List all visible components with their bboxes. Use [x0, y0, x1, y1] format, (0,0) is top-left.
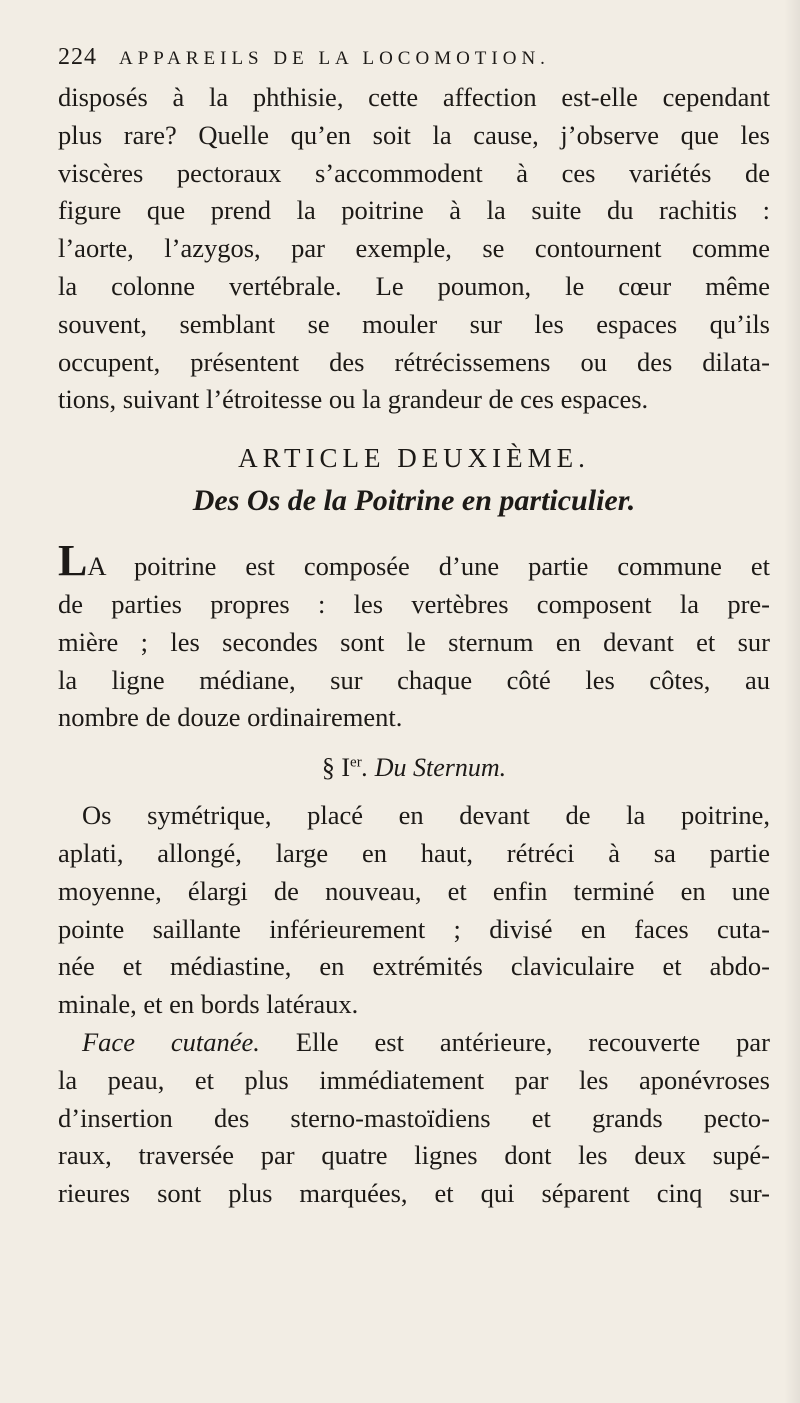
text-line: viscères pectoraux s’accommodent à ces variétés de [58, 157, 770, 188]
text-line: d’insertion des sterno-mastoïdiens et grands pecto- [58, 1102, 770, 1133]
paragraph-sternum [58, 797, 770, 1024]
text-line: l’aorte, l’azygos, par exemple, se contournent comme [58, 233, 770, 264]
text-line: moyenne, élargi de nouveau, et enfin terminé en une [58, 875, 770, 906]
article-title: ARTICLE DEUXIÈME. [238, 443, 590, 474]
text-line: plus rare? Quelle qu’en soit la cause, j’observe que les [58, 119, 770, 150]
text-line: née et médiastine, en extrémités claviculaire et abdo- [58, 951, 770, 982]
page-edge-shadow [784, 0, 800, 1403]
text-line: raux, traversée par quatre lignes dont les deux supé- [58, 1140, 770, 1171]
book-page [58, 44, 770, 1213]
subsection-prefix: § I [321, 753, 351, 783]
text-line: la ligne médiane, sur chaque côté les côtes, au [58, 664, 770, 695]
paragraph-intro [58, 536, 770, 737]
paragraph-face-cutanee [58, 1024, 770, 1213]
text-line-first [58, 1024, 770, 1062]
text-line: rieures sont plus marquées, et qui séparent cinq sur- [58, 1178, 770, 1209]
text-line: Os symétrique, placé en devant de la poitrine, [82, 800, 770, 831]
text-line: nombre de douze ordinairement. [58, 702, 403, 733]
text-line-rest: Elle est antérieure, recouverte par [259, 1026, 770, 1057]
section-title: Des Os de la Poitrine en particulier. [192, 484, 636, 518]
text-line: la colonne vertébrale. Le poumon, le cœur même [58, 270, 770, 301]
text-line-first [58, 536, 770, 586]
text-line: de parties propres : les vertèbres composent la pre- [58, 588, 770, 619]
page-number: 224 [58, 44, 97, 70]
face-label: Face cutanée. [82, 1026, 260, 1057]
drop-initial: L [58, 536, 88, 586]
text-line: aplati, allongé, large en haut, rétréci à sa partie [58, 837, 770, 868]
subsection-superscript: er [350, 754, 362, 771]
subsection-name: . Du Sternum. [361, 753, 507, 783]
text-line: figure que prend la poitrine à la suite du rachitis : [58, 195, 770, 226]
text-line: souvent, semblant se mouler sur les espaces qu’ils [58, 308, 770, 339]
text-line: occupent, présentent des rétrécissemens ou des dilata- [58, 346, 770, 377]
text-line: mière ; les secondes sont le sternum en devant et sur [58, 626, 770, 657]
paragraph-continuation [58, 79, 770, 419]
text-line: pointe saillante inférieurement ; divisé en faces cuta- [58, 913, 770, 944]
subsection-title [58, 753, 770, 783]
text-line: disposés à la phthisie, cette affection est-elle cependant [58, 82, 770, 112]
page-header [58, 44, 770, 71]
text-line: minale, et en bords latéraux. [58, 989, 359, 1020]
text-line: tions, suivant l’étroitesse ou la grandeur de ces espaces. [58, 384, 649, 415]
text-line-rest: A poitrine est composée d’une partie commune et [87, 551, 770, 582]
text-line: la peau, et plus immédiatement par les aponévroses [58, 1064, 770, 1095]
running-head: APPAREILS DE LA LOCOMOTION. [119, 48, 550, 69]
